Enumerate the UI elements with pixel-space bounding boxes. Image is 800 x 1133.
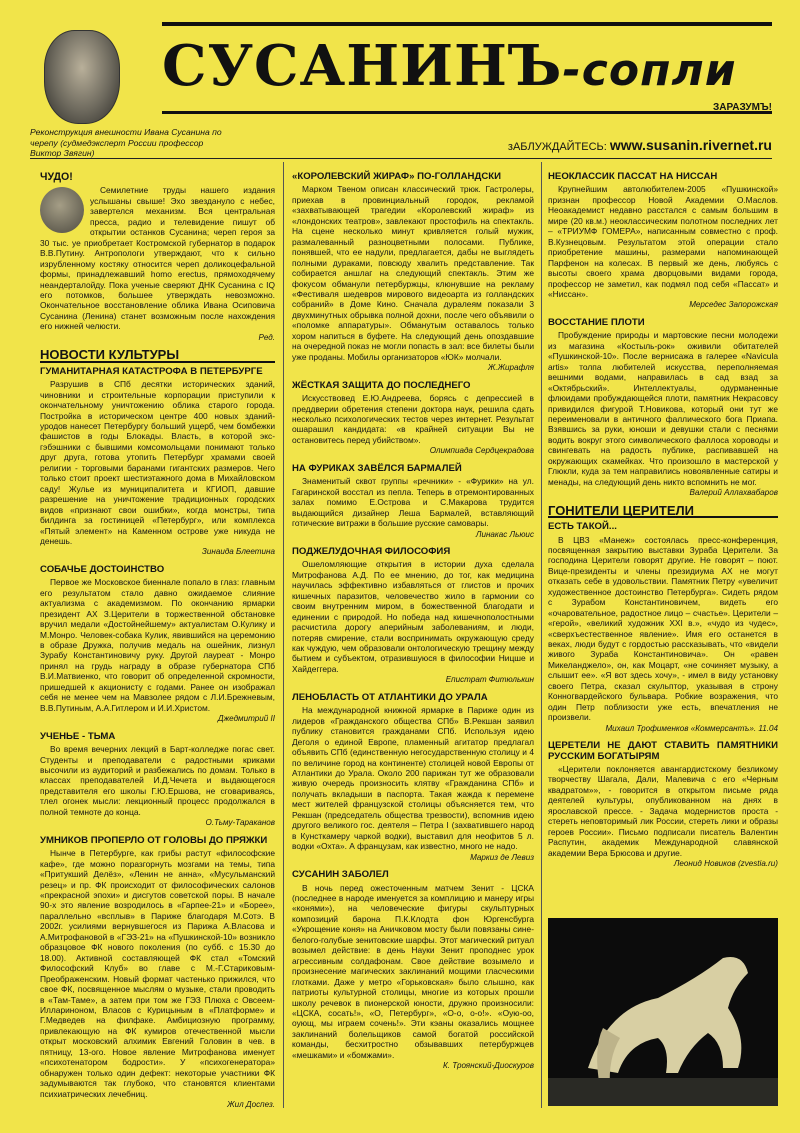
article-body: Первое же Московское биеннале попало в глаз: главным его результатом стало давно ожидаемое слияние актуализма с академизмом. По окончанию ярмарки президент АХ З.Церители в торжественной обстановке вручил медали «Достойнейшему» актуалистам О.Кулику и М.Монро. Человек-собака Кулик, явившийся на церемонию в образе Дружка, получив медаль на ошейник, лизнул Зурабу Константиновичу руку. Другой лауреат - Монро принял на грудь награду в образе губернатора СПб В.И.Матвиенко, что говорит об определенной скромности, пришедшей к акционисту с годами. Ранее он изображал себя не менее чем на Мавзолее рядом с Л.И.Брежневым, В.В.Путиным, А.А.Гитлером и И.И.Христом. <box>40 577 275 713</box>
column-1 <box>40 172 275 1118</box>
article-headline: ЦЕРЕТЕЛИ НЕ ДАЮТ СТАВИТЬ ПАМЯТНИКИ РУССКИМ БОГАТЫРЯМ <box>548 740 778 762</box>
article-dog <box>40 565 275 725</box>
article-body: Марком Твеном описан классический трюк. Гастролеры, приехав в провинциальный городок, рекламой «захватывающей трагедии «Королевский жираф» из «лондонских театров», завлекают простофиль на спектакль. На сцене несколько минут кривляется голый мужик, размалеванный разноцветными полосами. Публике, понявшей, что ее надули, предлагается, дабы не выглядеть полными дураками, повсюду хвалить представление. Так собирается аншлаг на следующий спектакль. Этим же фокусом обманули петербуржцы, клюнувшие на рекламу «Фестиваля шедевров мирового видеоарта из голландских собраний» в Доме Кино. Сначала дуралеям показали 3 двухминутных обрывка полной дохни, после чего объявили о «поломке аппаратуры». Обманутым оставалось только хором напиться в буфете. На следующий день опоздавшие на очередной показ не могли попасть в зал: все билеты были уже проданы. Мобилы организаторов «ЮК» молчали. <box>292 184 534 362</box>
column-divider <box>541 162 542 1108</box>
masthead-motto: ЗАРАЗУМЪ! <box>713 102 772 113</box>
site-line <box>508 137 772 153</box>
article-signature: Маркиз де Левиз <box>470 852 534 862</box>
site-url[interactable]: www.susanin.rivernet.ru <box>609 137 772 153</box>
article-headline: ЧУДО! <box>40 171 73 183</box>
article-headline: НА ФУРИКАХ ЗАВЁЛСЯ БАРМАЛЕЙ <box>292 462 462 474</box>
article-eat <box>548 522 778 734</box>
article-passat <box>548 172 778 311</box>
article-body: Искусствовед Е.Ю.Андреева, борясь с депрессией в преддверии обретения степени доктора наук, решила сдать несколько психологических тестов через интернет. Результат ошарашил кандидата: «в крайней ситуации Вы не остановитесь перед убийством». <box>292 393 534 445</box>
article-signature: Леонид Новиков (zvestia.ru) <box>673 859 778 869</box>
section-title-tsereteli: ГОНИТЕЛИ ЦЕРИТЕЛИ <box>548 506 778 518</box>
article-mind <box>40 836 275 1111</box>
article-signature: Валерий Аллахвабаров <box>689 488 778 498</box>
article-shield <box>292 381 534 457</box>
article-signature: О.Тьму-Тараканов <box>205 818 275 828</box>
article-signature: Джедмитрий II <box>217 714 275 724</box>
article-headline: ЕСТЬ ТАКОЙ... <box>548 521 617 533</box>
article-headline: ГУМАНИТАРНАЯ КАТАСТРОФА В ПЕТЕРБУРГЕ <box>40 365 263 377</box>
horse-sculpture-image <box>548 918 778 1106</box>
column-3 <box>548 172 778 877</box>
article-headline: УЧЕНЬЕ - ТЬМА <box>40 730 116 742</box>
article-headline: «КОРОЛЕВСКИЙ ЖИРАФ» ПО-ГОЛЛАНДСКИ <box>292 171 502 182</box>
column-2 <box>292 172 534 1079</box>
article-body: Крупнейшим автолюбителем-2005 «Пушкинской» признан профессор Новой Академии О.Маслов. Неоакадемист недавно расстался с самым большим в мире (20 кв.м.) неоклассическим полотном последних лет – «ТРИУМФ ГОМЕРА», написанным совместно с проф. В.Кузнецовым. Результатом этой операции стало приобретение машины, размерами напоминающей Парфенон на колесах. В первый же день, любуясь с высоты своего храма дворцовыми видами города, профессор не заметил, как подмял под себя «Пассат» и «Ниссан». <box>548 184 778 299</box>
susanin-portrait-image <box>44 30 120 124</box>
article-headline: УМНИКОВ ПРОПЕРЛО ОТ ГОЛОВЫ ДО ПРЯЖКИ <box>40 834 268 846</box>
article-body: Разрушив в СПб десятки исторических зданий, чиновники и строительные корпорации приступили к окончательному уничтожению облика старого города. Постройка в историческом центре 400 новых зданий-уродов нанесет Петербургу больший ущерб, чем бомбежки фашистов в годы Блокады. Власть, в которой экс-гэбэшники с бывшими комсомольцами понимают только друг друга, готова утопить Петербург храмами своей религии - торговыми баранами гигантских размеров. Чего только стоит проект шестиэтажного дома в Михайловском саду! Жулье из муниципалитета и КГИОП, давшие разрешение на уничтожение традиционных городских видов «признают свои ошибки», когда монстры, типа билдинга за гостиницей «Петербург», или комплекса «Пятый элемент» на Каменном острове уже никуда не денешь. <box>40 379 275 546</box>
article-body: Во время вечерних лекций в Барт-колледже погас свет. Студенты и преподаватели с радостными криками высочили из аудиторий и разбежались по домам. Только в классах преподавателей И.Д.Чечета и выдающегося представителя его школы Г.Ю.Ершова, не сговариваясь, тлел огонек мысли: лекционный процесс продолжался в полной темноте до конца. <box>40 744 275 817</box>
article-signature: Епистрат Фитюлькин <box>445 675 534 685</box>
masthead-title-main: СУСАНИНЪ <box>162 33 563 99</box>
article-flesh <box>548 318 778 499</box>
article-headline: СОБАЧЬЕ ДОСТОИНСТВО <box>40 563 165 575</box>
article-study <box>40 732 275 829</box>
article-headline: ЛЕНОБЛАСТЬ ОТ АТЛАНТИКИ ДО УРАЛА <box>292 691 488 703</box>
article-ural <box>292 693 534 863</box>
portrait-caption: Реконструкция внешности Ивана Сусанина по черепу (судмедэксперт России профессор Виктор Звягин) <box>30 127 222 158</box>
horse-tamer-sculpture-photo <box>548 918 778 1106</box>
article-body: «Церители поклоняется авангардистскому безликому творчеству Шагала, Дали, Малевича с его «Черным квадратом»», - говорится в открытом письме ряда деятелей культуры, опубликованном на днях в ярославской прессе. - Задача модернистов проста - стереть неповторимый лик России, стереть лики и образы героев России». Письмо подписали писатель Валентин Распутин, академик Международной славянской академии Вера Брюсова и другие. <box>548 764 778 858</box>
section-title-culture: НОВОСТИ КУЛЬТУРЫ <box>40 350 275 362</box>
article-signature: Ж.Жирафля <box>487 363 534 373</box>
article-body: В ночь перед ожесточенным матчем Зенит - ЦСКА (последнее в народе именуется за комплицию и манеру игры «конями»), на человеческие фигуры скульптурных композиций барона П.К.Клодта фон Юргенсбурга «Укрощение коня» на Аничковом мосту были повязаны сине-белого-голубые зенитовские шарфы. Этот магический ритуал возымел действие: в день Науки Зенит проподнес урок агрессивным солдафонам. Свое действие возымело и произнесение магических заклинаний мощими гласческими глотками. Даже у метро «Горьковская» было слышно, как патриоты культурной столицы, многие из которых прошли школу речевок в пионерской юности, дружно произносили: «ЦСКА, сосать!», «О, Петербург», «О-о, о-о!». «Оую-оо, оующ, мы играем сочень!». Эти кэаны оказались мощнее заклинаний болельщиков самой богатой российской команды, бесхитростно обзывавших петербуржцев «мешками» и «бомжами». <box>292 882 534 1060</box>
article-headline: ВОССТАНИЕ ПЛОТИ <box>548 316 645 328</box>
article-body: Нынче в Петербурге, как грибы растут «философские кафе», где можно поразгорнуть мозгами на темы, типа «Притукший Делёз», «Ленин не анна», «Мусульманский резец» и пр. ФК происходит от философических салонов «прекрасной эпохи» и дисгутов советской поры. В начале 90-х это явление возродилось в «Гарпее-21» и «Борее», параллельно «всплыв» в Париже благодаря М.Сотэ. В 2002г. усилиями вернувшегося из Парижа А.Власова и А.Митрофановой в «ГЭЗ-21» на «Пушкинской-10» возникло образцовое ФК нового поколения (по субб. с 15.30 до 18.00). Активной составляющей ФК стал «Томский Философский Клуб» во главе с М.-Г.Стариковым-Преображенским. Новый формат частенько прижился, что свое ФК, посвященное мыслям о музыке, стали проводить в «Там-Таме», а затем при том же ГЭЗ Плюха с Овсеем-Иллариноном, Власов с Курицыным в «Платформе» и Г.Медведев на филфаке. Амбициозную программу, привлекающую на ФК кумиров отечественной мысли открыт московский алхимик Евгений Головин в чев. в пятницу, 13-ого. Новое явление Митрофанова именует «психотенатором бодрости». У «психогенератора» обнаружен только один дефект: некоторые участники ФК задумываются так глубоко, что становятся клиентами психиатрических лечебниц. <box>40 848 275 1099</box>
article-furiki <box>292 464 534 540</box>
article-susanin <box>292 870 534 1072</box>
article-giraffe <box>292 172 534 374</box>
article-signature: Михаил Трофименков «Коммерсантъ». 11.04 <box>605 723 778 733</box>
article-signature: Жил Доспез. <box>227 1100 275 1110</box>
masthead-rule <box>30 158 772 159</box>
article-body: В ЦВЗ «Манеж» состоялась пресс-конференция, посвященная закрытию выставки Зураба Церители. За господина Церители говорят другие. Не говорят – поют. Вице-президенты и члены президиума АХ не могут отказать себе в удовольствии. Памятник Петру «увеличит художественное достоинство Петербурга». Сидеть рядом с Зурабом Константиновичем, видеть его «очаровательное, радостное лицо – счастье». Церители – «герой», «великий художник XXI в.», «чудо из чудес», «сверхъестественное явление». Имя его останется в веках, люди будут с гордостью рассказывать, что «видели живого Зураба Константиновича». Он «равен Микеланджело», он, как Моцарт, «не сочиняет музыку, а слышит ее». «Я вот здесь хочу», - имел в виду установку своего Петра, сказал скульптор, указывая в строну Конногвардейского бульвара. Робкие возражения, что один Петр поблизости уже есть, впечатления не произвели. <box>548 534 778 723</box>
site-prefix: зАБЛУЖДАЙТЕСЬ: <box>507 141 607 153</box>
article-headline: ЖЁСТКАЯ ЗАЩИТА ДО ПОСЛЕДНЕГО <box>292 379 471 391</box>
masthead-title <box>162 22 772 114</box>
article-signature: Ред. <box>258 332 275 342</box>
article-chudo <box>40 172 275 343</box>
article-signature: Зинаида Блеетина <box>201 547 275 557</box>
article-philosophy <box>292 547 534 686</box>
article-signature: Олимпиада Сердцекрадова <box>429 446 534 456</box>
article-body: Ошеломляющие открытия в истории духа сделала Митрофанова А.Д. По ее мнению, до тог, как медицина научилась эффективно избавляться от глистов и прочих кишечных паразитов, человечество жило в гармонии со своим внутренним миром, в божественной благодати и единении с природой. Но победа над кишечнополостными расчистила дорогу аперийным заболеваниям, и люди, потеряв смирение, стали воспринимать окружающую среду как чуждую, чем образовали онтологическую трещину между бытием и субъектом, отразившуюся в философии Ницше и Хайдеггера. <box>292 559 534 674</box>
article-body: На международной книжной ярмарке в Париже один из лидеров «Гражданского общества СПб» В.Рекшан заявил публику становится гражданами СПб. Используя идею Деголя о единой Европе, пламенный агитатор предлагал объявить СПб (единственную негосударственную столицу и 4 по величине город на континенте) столицей новой Европы от Атлантики до Урала. Около 200 парижан тут же образовали живую очередь произносить клятву «Гражданина СПб» и получать вкладыши в паспорта. Такая жажда к перемене мест жителей французской столицы объясняется тем, что Рекшан (председатель общества трезвости), вспомнив идею другого великого гос. деятеля – Петра I (захватившего народ в Кунсткамеру чаркой водки), выставил для неофитов 5 л. водки «Охта». А французам, как известно, много не надо. <box>292 705 534 852</box>
article-signature: Линакас Льюис <box>475 529 534 539</box>
article-headline: НЕОКЛАССИК ПАССАТ НА НИССАН <box>548 171 718 182</box>
article-signature: К. Троянский-Диоскуров <box>443 1061 534 1071</box>
article-no-stand <box>548 741 778 869</box>
article-body: Семилетние труды нашего издания услышаны свыше! Эхо звездануло с небес, завертелся механизм. Вся центральная пресса, радио и телевидение пишут об открытии останков Сусанина; череп героя за 30 тыс. уе приобретает Костромской губернатор в подарок В.В.Путину. Антропологи утверждают, что к сильно изрубленному костяку относится череп доликоцефальной формы, принадлежавший homo erectus, прямоходячему неандерталойду. Пока ученые сверяют ДНК Сусанина с IQ его потомков, большее утверждать невозможно. Окончательное восстановление облика Ивана Осиповича Сусанина (Ленина) станет возможным после нахождения его нижней челюсти. <box>40 185 275 332</box>
masthead-title-tail: -сопли <box>562 45 737 96</box>
article-signature: Мерседес Запорожская <box>689 300 778 310</box>
article-body: Знаменитый сквот группы «речники» - «Фурики» на ул. Гагаринской восстал из пепла. Теперь в отремонтированных залах помимо Е.Острова и С.Макарова трудится выдающийся дизайнер Леша Бармалей, вставляющий готические витражи в большие русские самовары. <box>292 476 534 529</box>
article-body: Пробуждение природы и мартовские песни молодежи из магазина «Костыль-рок» оживили обитателей «Пушкинской-10». После вернисажа в галерее «Navicula artis» толпа любителей искусства, переполняемая вешними водами, направилась в сад взад за «Октябрьский». Интеллектуалы, одурманенные флюидами пробуждающейся плоти, памятник Некрасовсу привидился фигурой Т.Новикова, который они тут же переименовали в античного фаллического бога Приапа. Взявшись за руки, юноши и девушки стали с песнями водить вокруг этого символического фаллоса хороводы и свингевать на радость публике, распивавшей на окружающих скамейках. Что произошло в мастерской у Глюкли, куда за тем направились новоявленные сатиры и менады, на следующий день никто вспомнить не мог. <box>548 330 778 487</box>
article-headline: ПОДЖЕЛУДОЧНАЯ ФИЛОСОФИЯ <box>292 545 451 557</box>
column-divider <box>283 162 284 1108</box>
article-headline: СУСАНИН ЗАБОЛЕЛ <box>292 869 389 881</box>
article-catastrophe <box>40 367 275 558</box>
